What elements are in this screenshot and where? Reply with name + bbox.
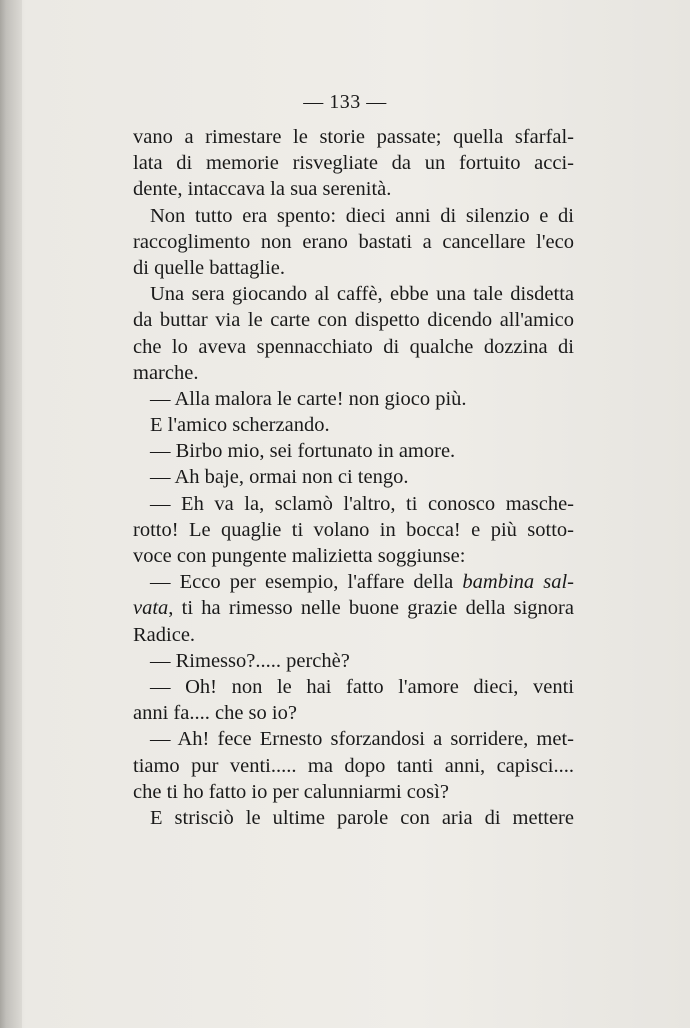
text-line: voce con pungente malizietta soggiunse: xyxy=(133,545,466,567)
text-line: — Alla malora le carte! non gioco più. xyxy=(150,387,467,410)
text-line: rotto! Le quaglie ti volano in bocca! e più sotto- xyxy=(133,518,574,541)
text-line: da buttar via le carte con dispetto dicendo all'amico xyxy=(133,309,574,332)
italic-phrase: vata xyxy=(133,597,169,620)
text-line: vata, ti ha rimesso nelle buone grazie della signora xyxy=(133,597,574,620)
text-line: anni fa.... che so io? xyxy=(133,702,297,725)
text-line: — Oh! non le hai fatto l'amore dieci, venti xyxy=(150,675,574,698)
text-line: — Birbo mio, sei fortunato in amore. xyxy=(150,440,456,463)
text-line: raccoglimento non erano bastati a cancellare l'eco xyxy=(133,230,574,253)
text-line: di quelle battaglie. xyxy=(133,256,285,279)
text-line: Una sera giocando al caffè, ebbe una tale disdetta xyxy=(150,283,574,306)
text-line: — Eh va la, sclamò l'altro, ti conosco masche- xyxy=(150,492,574,515)
text-line: dente, intaccava la sua serenità. xyxy=(133,178,392,201)
text-line: — Ecco per esempio, l'affare della bambina sal- xyxy=(150,571,574,594)
italic-phrase: bambina sal- xyxy=(462,571,574,594)
body-text xyxy=(133,124,574,831)
text-line: lata di memorie risvegliate da un fortuito acci- xyxy=(133,152,574,175)
text-line: Radice. xyxy=(133,623,196,646)
text-line: vano a rimestare le storie passate; quella sfarfal- xyxy=(133,126,574,148)
text-line: che lo aveva spennacchiato di qualche dozzina di xyxy=(133,335,574,358)
text-line: tiamo pur venti..... ma dopo tanti anni, capisci.... xyxy=(133,754,574,777)
text-line: E strisciò le ultime parole con aria di mettere xyxy=(150,806,574,829)
text-line: marche. xyxy=(133,361,199,384)
page-spine-shadow xyxy=(0,0,22,1028)
text-line: Non tutto era spento: dieci anni di silenzio e di xyxy=(150,204,574,227)
text-line: — Rimesso?..... perchè? xyxy=(150,649,350,672)
text-line: — Ah baje, ormai non ci tengo. xyxy=(150,466,409,489)
page-number: — 133 — xyxy=(303,91,387,113)
text-line: E l'amico scherzando. xyxy=(150,414,330,437)
text-line: — Ah! fece Ernesto sforzandosi a sorridere, met- xyxy=(150,728,574,751)
text-line: che ti ho fatto io per calunniarmi così? xyxy=(133,780,449,803)
